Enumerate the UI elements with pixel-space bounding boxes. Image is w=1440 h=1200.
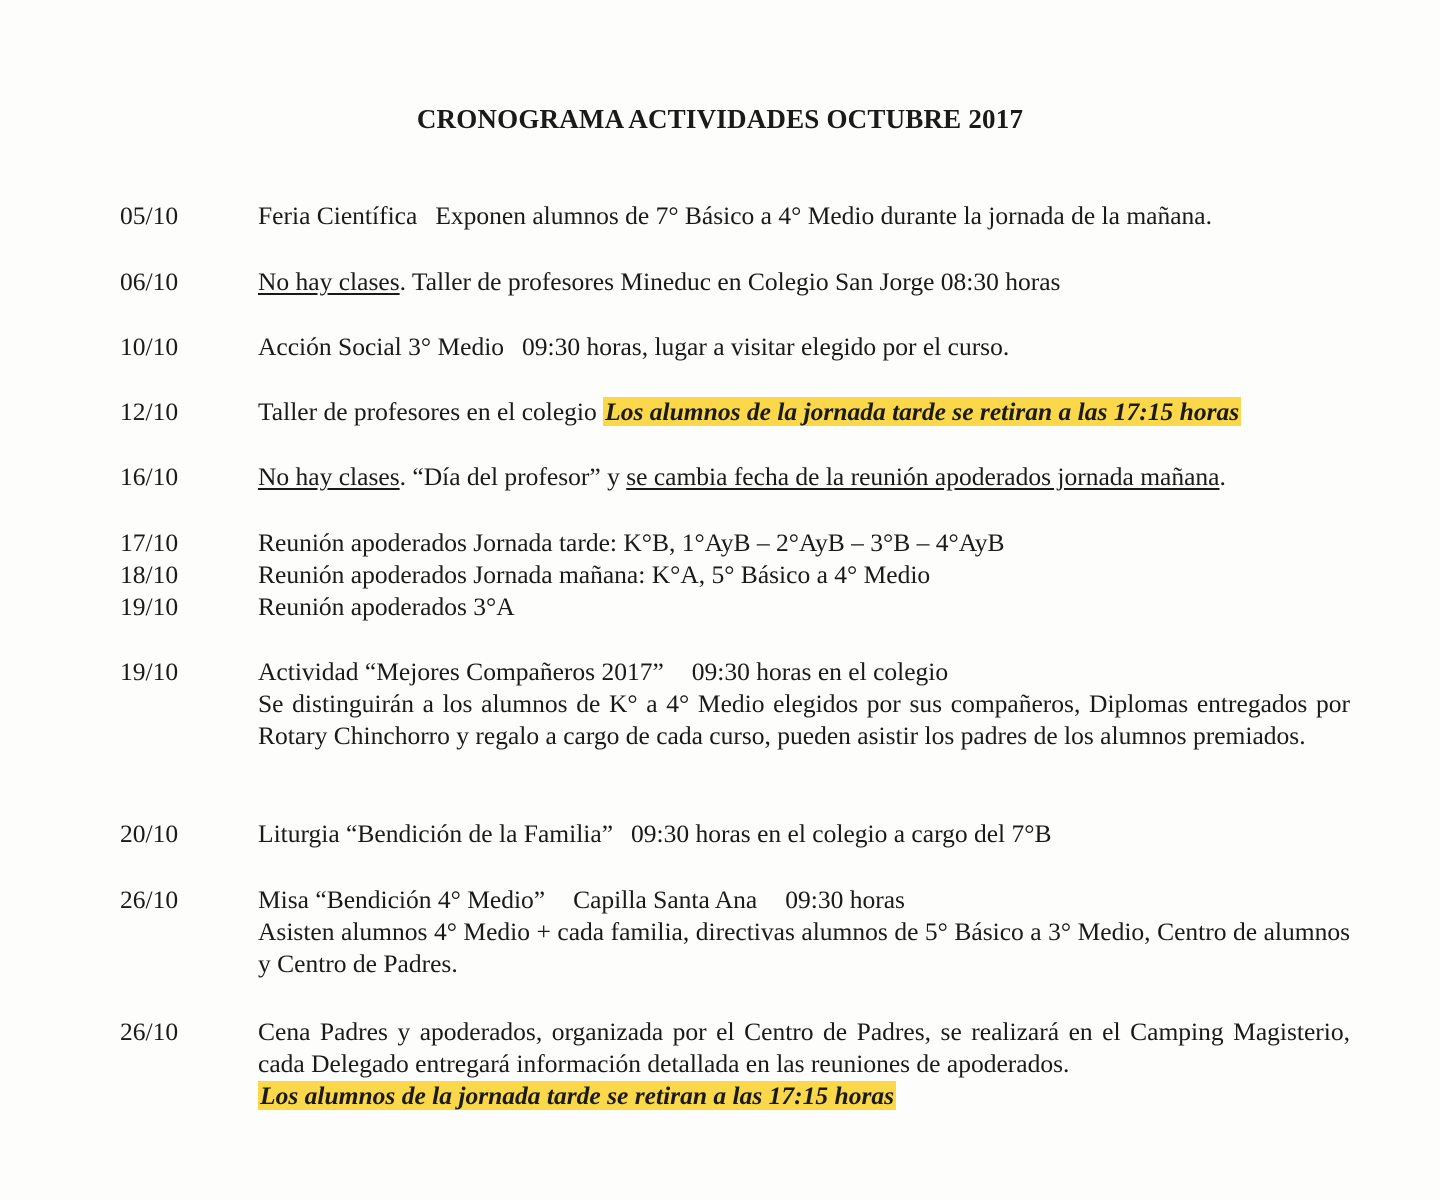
- entry-date: 19/10: [120, 592, 179, 621]
- entry-text: [258, 1016, 1350, 1112]
- entry-date: 18/10: [120, 560, 179, 589]
- schedule-entry: [120, 591, 1350, 623]
- entry-date: 06/10: [120, 267, 179, 296]
- schedule-entry: [120, 656, 1350, 752]
- meeting-change-notice: se cambia fecha de la reunión apoderados jornada mañana: [626, 462, 1220, 491]
- schedule-entry: [120, 559, 1350, 591]
- entry-detail: Se distinguirán a los alumnos de K° a 4° Medio elegidos por sus compañeros, Diplomas entregados por Rotary Chinchorro y regalo a cargo de cada curso, pueden asistir los padres de los alumnos premiados.: [258, 689, 1350, 750]
- entry-title: Taller de profesores en el colegio: [258, 397, 597, 426]
- schedule-entry: [120, 818, 1350, 850]
- entry-description: 09:30 horas, lugar a visitar elegido por el curso.: [522, 332, 1010, 361]
- entry-text: [258, 331, 1350, 363]
- entry-date: 26/10: [120, 1017, 179, 1046]
- entry-date: 16/10: [120, 462, 179, 491]
- entry-title: Acción Social 3° Medio: [258, 332, 505, 361]
- no-classes-notice: No hay clases: [258, 267, 400, 296]
- schedule-entry: [120, 527, 1350, 559]
- entry-text: [258, 266, 1350, 298]
- entry-date: 05/10: [120, 201, 179, 230]
- entry-date: 12/10: [120, 397, 179, 426]
- entry-date: 19/10: [120, 657, 179, 686]
- entry-description: Reunión apoderados Jornada mañana: K°A, 5° Básico a 4° Medio: [258, 560, 931, 589]
- entry-date: 20/10: [120, 819, 179, 848]
- entry-description: 09:30 horas en el colegio a cargo del 7°B: [631, 819, 1052, 848]
- entry-text: [258, 656, 1350, 752]
- page-title: CRONOGRAMA ACTIVIDADES OCTUBRE 2017: [416, 104, 1024, 134]
- entry-time: 09:30 horas: [785, 885, 905, 914]
- entry-date: 17/10: [120, 528, 179, 557]
- entry-detail: Cena Padres y apoderados, organizada por el Centro de Padres, se realizará en el Camping Magisterio, cada Delegado entregará información detallada en las reuniones de apoderados.: [258, 1017, 1350, 1078]
- entry-description: . Taller de profesores Mineduc en Colegio San Jorge 08:30 horas: [399, 267, 1061, 296]
- entry-detail: Asisten alumnos 4° Medio + cada familia, directivas alumnos de 5° Básico a 3° Medio, Centro de alumnos y Centro de Padres.: [258, 917, 1350, 978]
- highlighted-notice: Los alumnos de la jornada tarde se retiran a las 17:15 horas: [605, 397, 1240, 426]
- entry-title: Liturgia “Bendición de la Familia”: [258, 819, 614, 848]
- schedule-entry: [120, 461, 1350, 493]
- meetings-block: [120, 527, 1350, 623]
- entry-title: Actividad “Mejores Compañeros 2017”: [258, 657, 664, 686]
- schedule-entry: [120, 396, 1350, 428]
- entry-text: [258, 818, 1350, 850]
- entry-description: Reunión apoderados 3°A: [258, 592, 515, 621]
- entry-title: Misa “Bendición 4° Medio”: [258, 885, 546, 914]
- highlighted-notice: Los alumnos de la jornada tarde se retiran a las 17:15 horas: [260, 1081, 895, 1110]
- entry-description: Reunión apoderados Jornada tarde: K°B, 1°AyB – 2°AyB – 3°B – 4°AyB: [258, 528, 1005, 557]
- entry-text: [258, 396, 1350, 428]
- entry-date: 10/10: [120, 332, 179, 361]
- entry-date: 26/10: [120, 885, 179, 914]
- entry-text: [258, 884, 1350, 980]
- entry-time: 09:30 horas en el colegio: [691, 657, 949, 686]
- schedule-entry: [120, 1016, 1350, 1112]
- entry-description: . “Día del profesor” y: [399, 462, 627, 491]
- entry-title: Feria Científica: [258, 201, 418, 230]
- no-classes-notice: No hay clases: [258, 462, 400, 491]
- schedule-entry: [120, 266, 1350, 298]
- entry-description: Exponen alumnos de 7° Básico a 4° Medio durante la jornada de la mañana.: [435, 201, 1212, 230]
- entry-text: No hay clases. “Día del profesor” y se cambia fecha de la reunión apoderados jornada mañana.: [258, 462, 1226, 491]
- entry-location: Capilla Santa Ana: [573, 885, 758, 914]
- entry-text: [258, 200, 1350, 232]
- schedule-entry: [120, 331, 1350, 363]
- schedule-entry: [120, 200, 1350, 232]
- schedule-entry: [120, 884, 1350, 980]
